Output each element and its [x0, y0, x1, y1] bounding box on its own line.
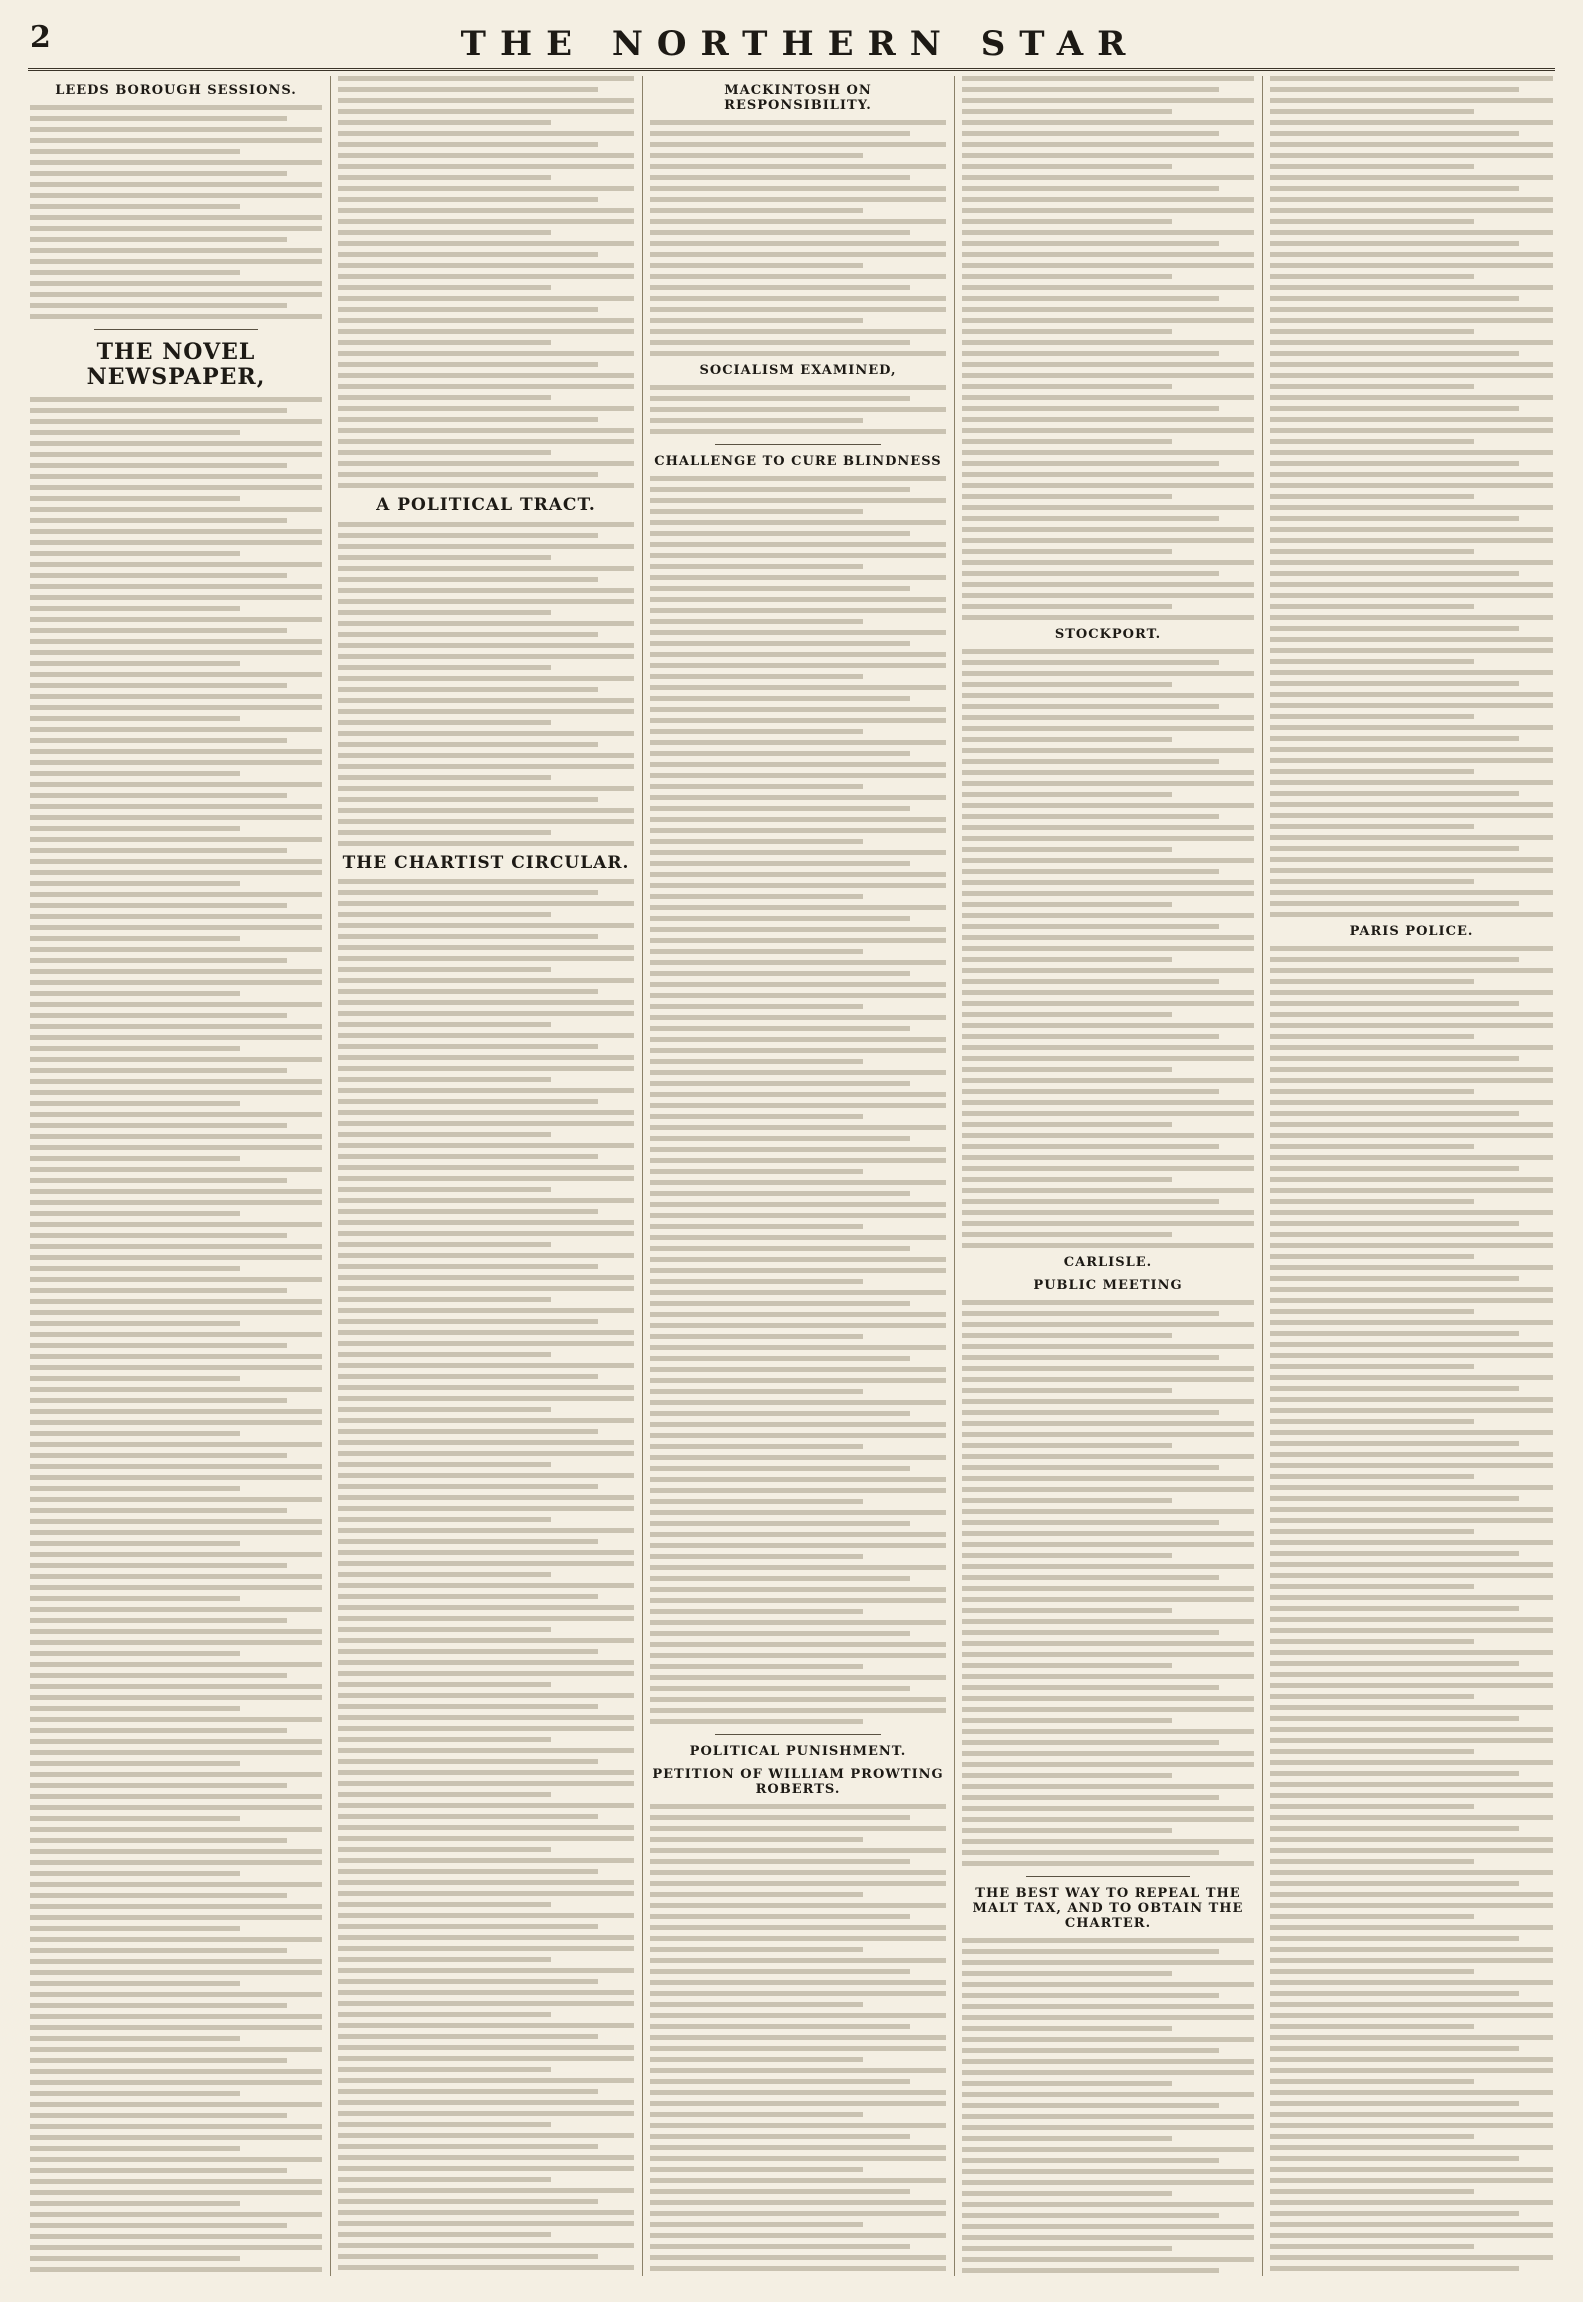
heading-political-punishment: POLITICAL PUNISHMENT. [689, 1743, 907, 1759]
column-rule [330, 76, 331, 2276]
column-2 [338, 76, 634, 2276]
heading-socialism-examined: SOCIALISM EXAMINED, [699, 362, 897, 378]
heading-mackintosh-on-responsibility: MACKINTOSH ON RESPONSIBILITY. [724, 83, 872, 113]
heading-public-meeting: PUBLIC MEETING [1033, 1277, 1183, 1293]
heading-challenge-to-cure-blindness: CHALLENGE TO CURE BLINDNESS [654, 453, 942, 469]
heading-novel-newspaper: THE NOVEL NEWSPAPER, [86, 338, 266, 391]
page-number: 2 [30, 20, 51, 55]
column-1 [30, 76, 322, 2276]
column-3 [650, 76, 946, 2276]
heading-chartist-circular: THE CHARTIST CIRCULAR. [342, 852, 630, 873]
column-rule [954, 76, 955, 2276]
heading-carlisle: CARLISLE. [1063, 1254, 1153, 1270]
heading-political-tract: A POLITICAL TRACT. [376, 495, 596, 515]
heading-paris-police: PARIS POLICE. [1349, 924, 1474, 939]
column-rule [1262, 76, 1263, 2276]
heading-stockport: STOCKPORT. [1054, 627, 1162, 642]
heading-leeds-borough-sessions: LEEDS BOROUGH SESSIONS. [55, 83, 297, 98]
masthead: THE NORTHERN STAR [460, 24, 1140, 64]
column-5 [1270, 76, 1553, 2276]
header-rule [28, 68, 1555, 71]
column-4 [962, 76, 1254, 2276]
heading-repeal-malt-tax: THE BEST WAY TO REPEAL THE MALT TAX, AND TO OBTAIN THE CHARTER. [972, 1885, 1244, 1931]
heading-petition-prowting-roberts: PETITION OF WILLIAM PROWTING ROBERTS. [652, 1766, 944, 1797]
column-rule [642, 76, 643, 2276]
